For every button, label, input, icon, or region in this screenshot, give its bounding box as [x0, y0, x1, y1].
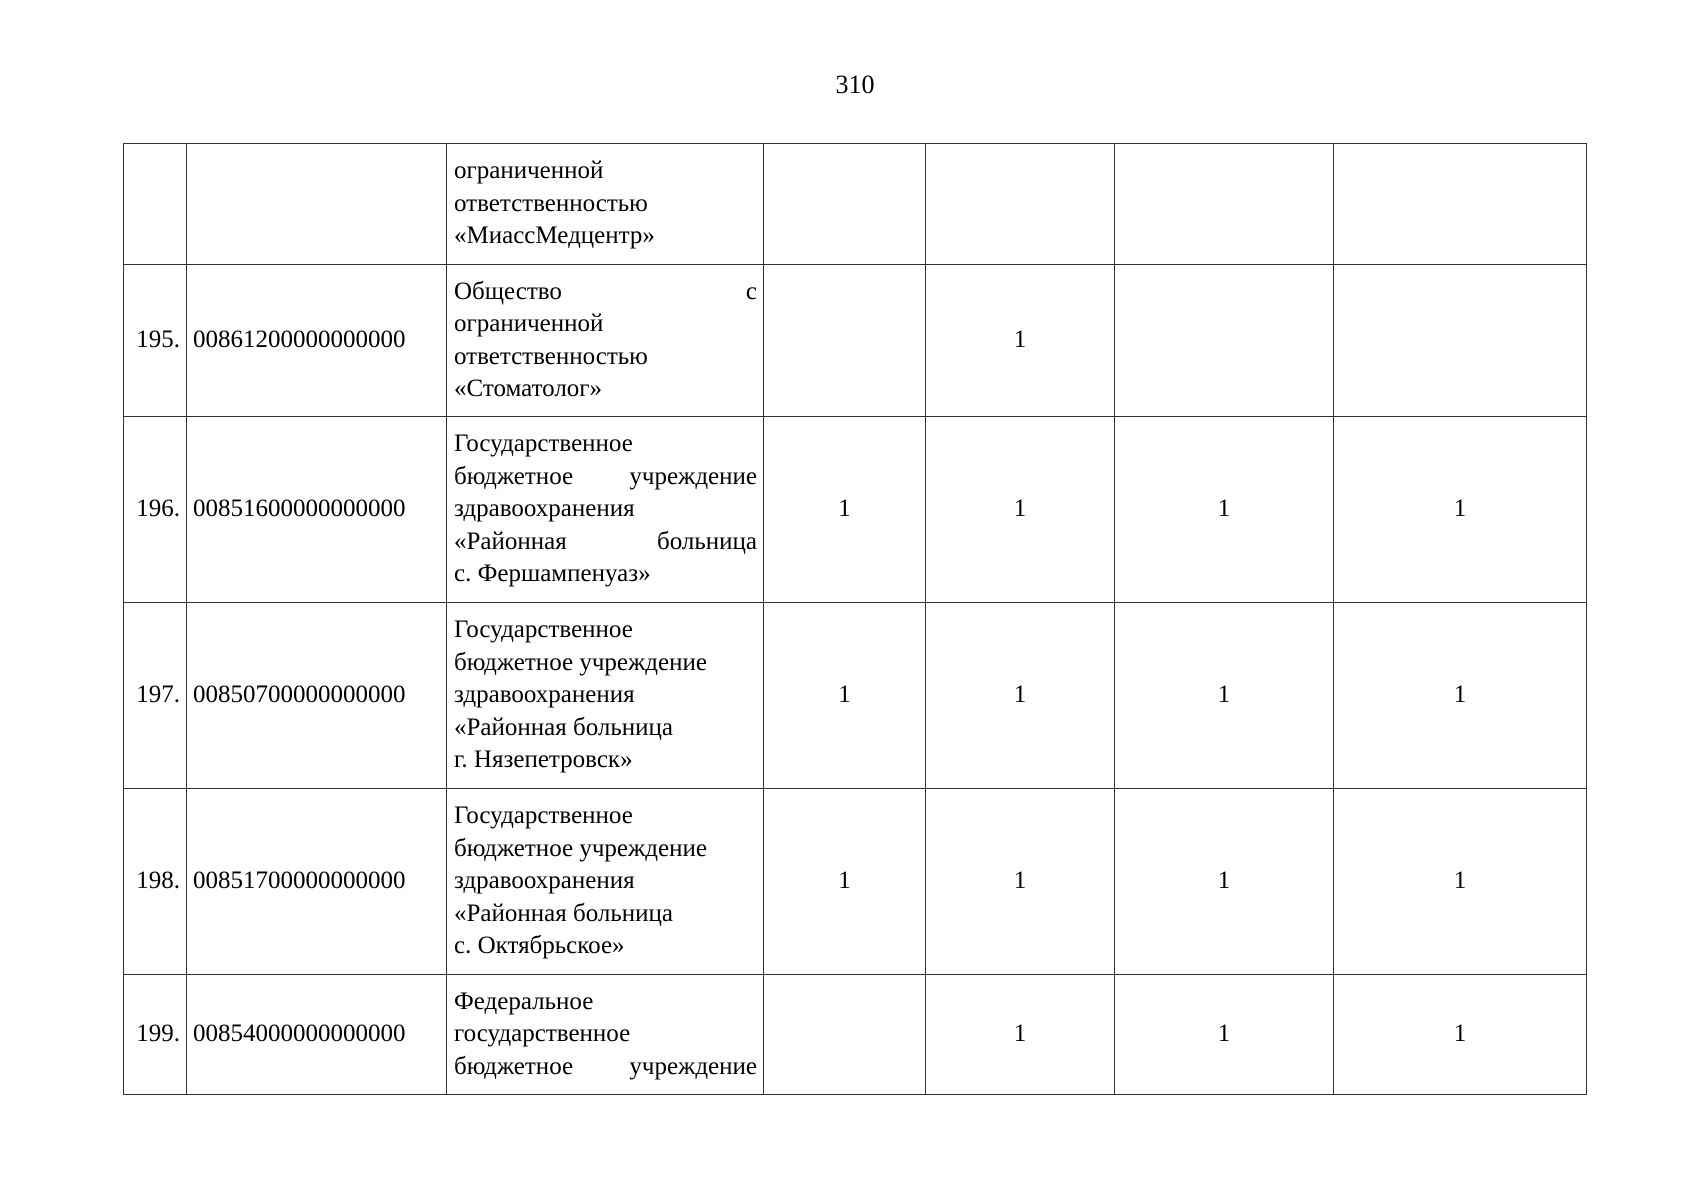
row-value: 1: [764, 417, 926, 603]
data-table: [123, 143, 1587, 1095]
name-line: государственное: [454, 1020, 631, 1048]
row-value: [1115, 144, 1334, 265]
row-value: 1: [1115, 603, 1334, 789]
name-line: ограниченной: [454, 157, 604, 185]
name-line: Общество с: [454, 277, 757, 305]
name-line: бюджетное учреждение: [454, 1052, 757, 1080]
row-organization-name: [447, 144, 764, 265]
name-line: «МиассМедцентр»: [454, 222, 655, 250]
row-value: 1: [764, 603, 926, 789]
row-organization-name: [447, 603, 764, 789]
row-organization-name: [447, 265, 764, 417]
table-row: [124, 603, 1587, 789]
name-line: с. Октябрьское»: [454, 932, 625, 960]
row-value: 1: [1115, 975, 1334, 1095]
row-number: 199.: [124, 975, 187, 1095]
row-value: 1: [1334, 603, 1587, 789]
row-value: [926, 144, 1115, 265]
row-code: 00854000000000000: [187, 975, 447, 1095]
name-line: Государственное: [454, 802, 633, 830]
row-organization-name: [447, 417, 764, 603]
table-row: [124, 417, 1587, 603]
name-line: «Районная больница: [454, 713, 673, 741]
row-value: [764, 975, 926, 1095]
row-number: 196.: [124, 417, 187, 603]
row-value: [1334, 265, 1587, 417]
table-row: [124, 789, 1587, 975]
row-number: 195.: [124, 265, 187, 417]
row-value: [1115, 265, 1334, 417]
row-value: [764, 144, 926, 265]
name-line: ограниченной: [454, 310, 604, 337]
row-code: [187, 144, 447, 265]
name-line: здравоохранения: [454, 867, 635, 895]
row-organization-name: [447, 975, 764, 1095]
row-value: 1: [926, 789, 1115, 975]
row-value: [764, 265, 926, 417]
name-line: ответственностью: [454, 342, 648, 370]
row-code: 00851600000000000: [187, 417, 447, 603]
name-line: Федеральное: [454, 987, 594, 1015]
row-value: 1: [926, 975, 1115, 1095]
row-number: [124, 144, 187, 265]
table-row: [124, 975, 1587, 1095]
name-line: Государственное: [454, 616, 633, 644]
name-line: с. Фершампенуаз»: [454, 560, 651, 588]
row-value: 1: [1334, 975, 1587, 1095]
table-body: [124, 144, 1587, 1095]
name-line: бюджетное учреждение: [454, 648, 707, 676]
row-value: 1: [764, 789, 926, 975]
name-line: здравоохранения: [454, 495, 635, 523]
name-line: бюджетное учреждение: [454, 462, 757, 490]
row-value: 1: [1334, 417, 1587, 603]
table-row: [124, 265, 1587, 417]
row-value: [1334, 144, 1587, 265]
row-value: 1: [1334, 789, 1587, 975]
table-row: [124, 144, 1587, 265]
row-number: 197.: [124, 603, 187, 789]
name-line: «Районная больница: [454, 899, 673, 927]
row-code: 00850700000000000: [187, 603, 447, 789]
name-line: здравоохранения: [454, 681, 635, 709]
row-code: 00851700000000000: [187, 789, 447, 975]
row-value: 1: [926, 417, 1115, 603]
row-value: 1: [926, 265, 1115, 417]
name-line: Государственное: [454, 430, 633, 458]
name-line: «Районная больница: [454, 527, 757, 555]
name-line: «Стоматолог»: [454, 375, 603, 402]
page-number: 310: [835, 70, 875, 99]
name-line: бюджетное учреждение: [454, 834, 707, 862]
row-value: 1: [1115, 789, 1334, 975]
row-value: 1: [1115, 417, 1334, 603]
name-line: г. Нязепетровск»: [454, 746, 633, 774]
row-value: 1: [926, 603, 1115, 789]
row-organization-name: [447, 789, 764, 975]
row-code: 00861200000000000: [187, 265, 447, 417]
name-line: ответственностью: [454, 189, 648, 217]
row-number: 198.: [124, 789, 187, 975]
